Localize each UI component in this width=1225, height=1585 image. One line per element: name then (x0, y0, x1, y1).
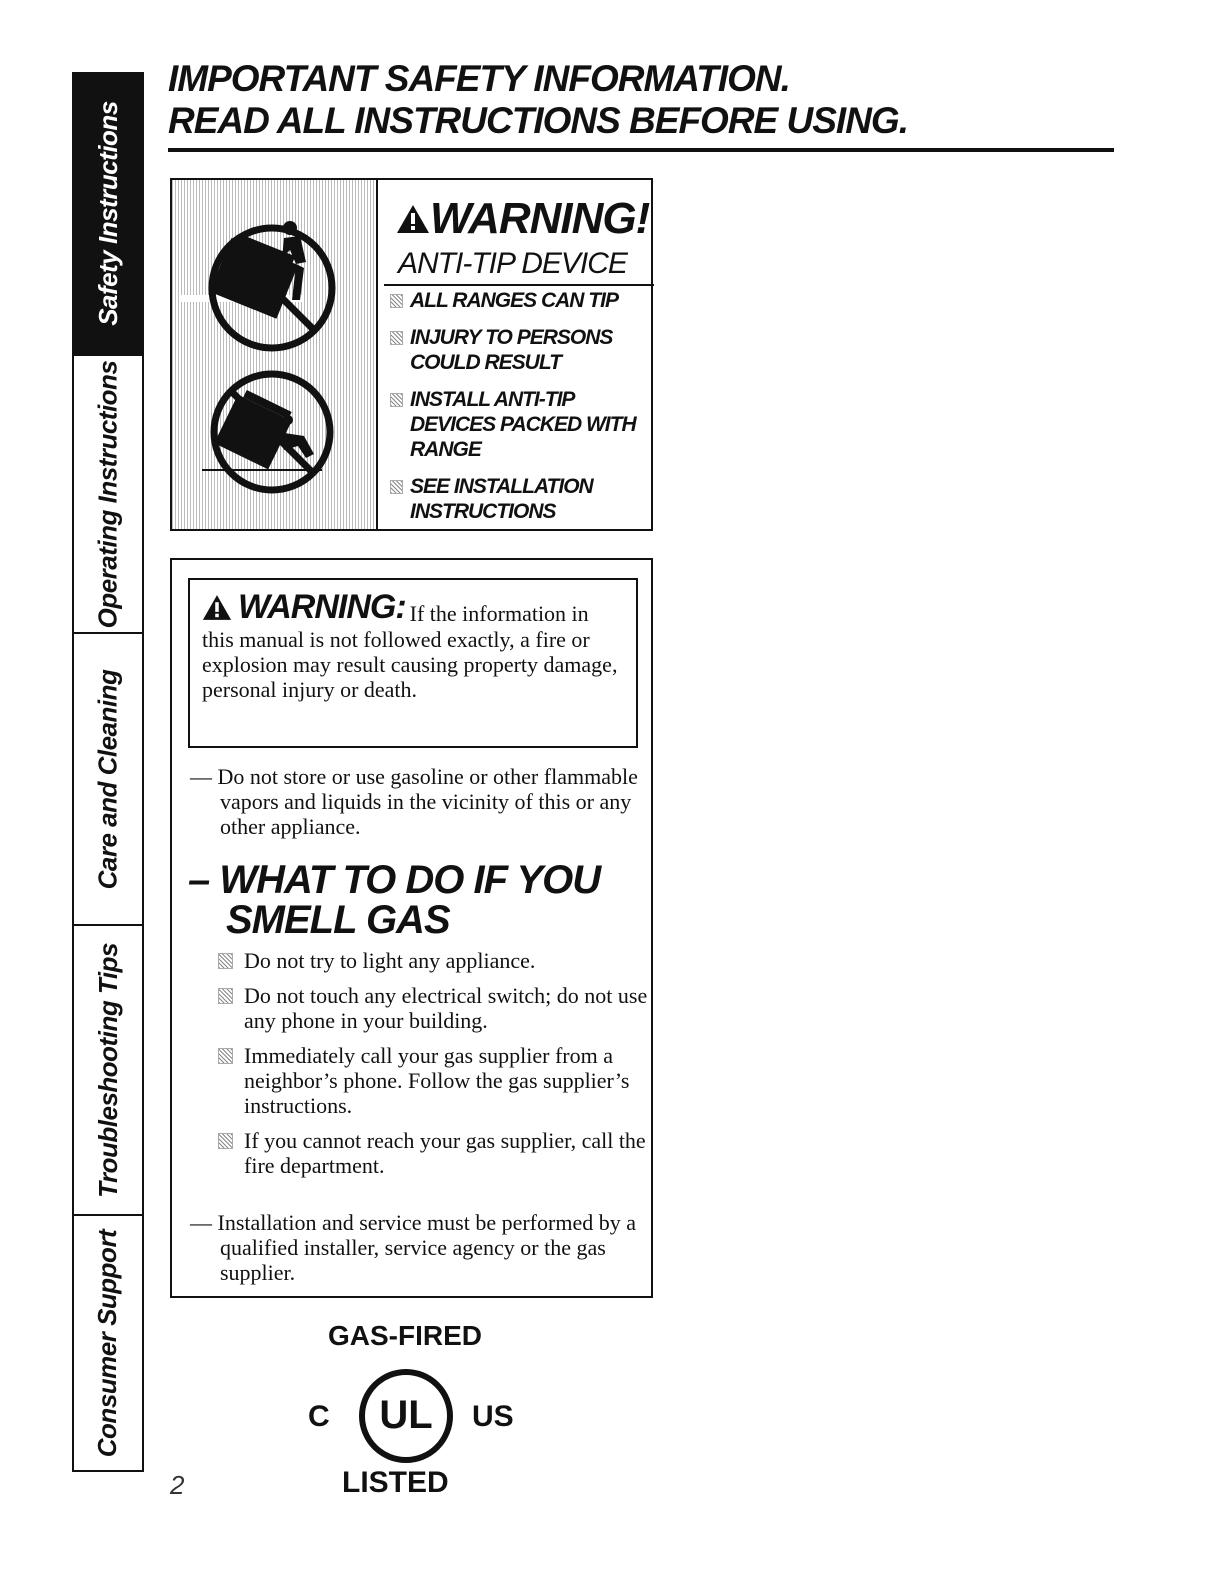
tab-care-and-cleaning[interactable] (72, 634, 144, 926)
ul-top-text: GAS-FIRED (328, 1320, 482, 1351)
smell-gas-list (218, 948, 658, 1188)
installation-note: — Installation and service must be performed by a qualified installer, service agency or the gas supplier. (190, 1210, 636, 1285)
fire-explosion-warning-box (188, 578, 638, 748)
warning-label: WARNING! (430, 194, 650, 243)
child-on-door-icon (202, 374, 330, 490)
anti-tip-warning-panel (170, 178, 653, 531)
anti-tip-warning-title (396, 194, 649, 244)
page-number: 2 (170, 1470, 185, 1500)
bullet-icon (390, 294, 403, 308)
tip-over-illustration (172, 180, 378, 529)
warning-text: If the information in this manual is not followed exactly, a fire or explosion may result causing property damage, personal injury or death. (202, 601, 618, 702)
tab-consumer-support[interactable] (72, 1216, 144, 1472)
list-item: INSTALL ANTI-TIP DEVICES PACKED WITH RANGE (390, 387, 652, 462)
list-item: If you cannot reach your gas supplier, call the fire department. (218, 1128, 658, 1178)
list-item: SEE INSTALLATION INSTRUCTIONS (390, 474, 652, 524)
bullet-icon (218, 1048, 233, 1064)
list-item: ALL RANGES CAN TIP (390, 288, 652, 313)
list-item: INJURY TO PERSONS COULD RESULT (390, 325, 652, 375)
anti-tip-list (390, 288, 652, 536)
ul-right-text: US (472, 1400, 514, 1433)
bullet-icon (390, 331, 403, 345)
bullet-icon (218, 1133, 233, 1149)
list-item: Do not touch any electrical switch; do not use any phone in your building. (218, 983, 658, 1033)
tab-troubleshooting-tips[interactable] (72, 926, 144, 1216)
smell-gas-section (188, 860, 638, 940)
ul-listed-logo (276, 1318, 536, 1508)
section-tabs (72, 72, 144, 1472)
ul-left-text: C (308, 1400, 330, 1433)
page-header (168, 58, 908, 142)
warning-label: WARNING: (238, 588, 406, 626)
bullet-icon (218, 988, 233, 1004)
bullet-icon (390, 480, 403, 494)
tab-label: Consumer Support (92, 1229, 123, 1457)
tab-label: Operating Instructions (92, 360, 123, 628)
tab-operating-instructions[interactable] (72, 356, 144, 634)
tab-label: Safety Instructions (92, 100, 123, 326)
list-item: Immediately call your gas supplier from a neighbor’s phone. Follow the gas supplier’s instructions. (218, 1043, 658, 1118)
bullet-icon (218, 953, 233, 969)
tab-label: Troubleshooting Tips (92, 942, 123, 1198)
list-item: Do not try to light any appliance. (218, 948, 658, 973)
warning-triangle-icon (396, 204, 430, 234)
ul-center-text: UL (379, 1393, 433, 1437)
gas-warning-panel (170, 558, 653, 1298)
smell-gas-heading: – WHAT TO DO IF YOU SMELL GAS (188, 858, 601, 942)
bullet-icon (390, 393, 403, 407)
warning-lead (202, 588, 406, 627)
tab-label: Care and Cleaning (92, 669, 123, 889)
flammable-vapors-note: — Do not store or use gasoline or other flammable vapors and liquids in the vicinity of this or any other appliance. (190, 764, 638, 839)
ul-bottom-text: LISTED (342, 1466, 449, 1499)
ul-circle-icon (346, 1366, 466, 1466)
header-line-2: READ ALL INSTRUCTIONS BEFORE USING. (168, 100, 908, 141)
header-line-1: IMPORTANT SAFETY INFORMATION. (168, 58, 790, 99)
warning-triangle-icon (202, 594, 232, 621)
tab-safety-instructions[interactable] (72, 72, 144, 356)
header-divider (168, 148, 1114, 152)
anti-tip-subtitle: ANTI-TIP DEVICE (384, 244, 654, 286)
range-tip-icon (180, 221, 332, 348)
